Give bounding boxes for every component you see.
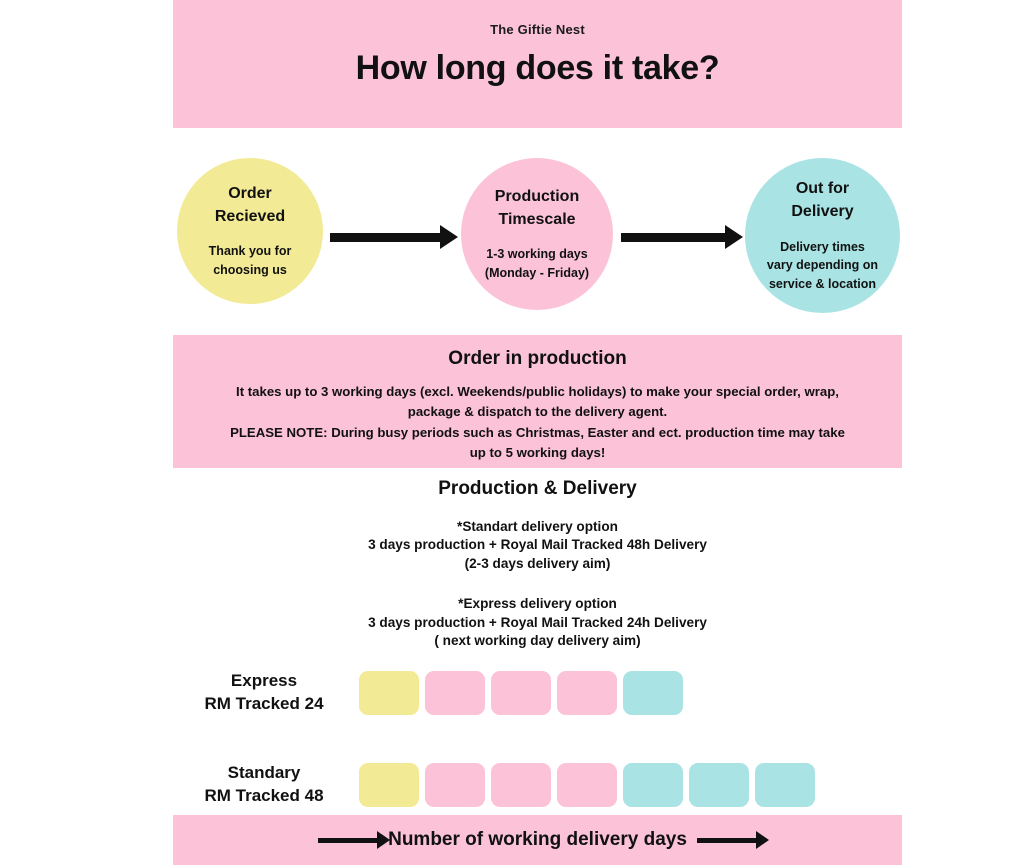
chart-cell xyxy=(557,671,617,715)
production-delivery-title: Production & Delivery xyxy=(438,478,637,499)
footer-axis-band xyxy=(173,815,902,865)
express-line-1: *Express delivery option xyxy=(458,596,617,612)
express-line-2: 3 days production + Royal Mail Tracked 24h Delivery xyxy=(368,614,707,630)
chart-cell xyxy=(359,671,419,715)
standard-line-3: (2-3 days delivery aim) xyxy=(464,555,611,571)
flow-step-title: Production Timescale xyxy=(494,188,580,229)
chart-cells-standard xyxy=(359,763,815,807)
chart-row-label: Standary RM Tracked 48 xyxy=(204,763,324,805)
standard-line-1: *Standart delivery option xyxy=(457,519,618,534)
chart-cell xyxy=(623,763,683,807)
flow-step-title: Order Recieved xyxy=(214,185,286,226)
flow-step-order-received xyxy=(177,158,323,304)
standard-line-2: 3 days production + Royal Mail Tracked 48h Delivery xyxy=(368,537,707,553)
chart-row-express xyxy=(173,668,902,718)
footer-axis-label: Number of working delivery days xyxy=(388,829,687,850)
page-title: How long does it take? xyxy=(355,49,720,87)
chart-cell xyxy=(557,763,617,807)
standard-delivery-option xyxy=(173,518,902,573)
production-body xyxy=(201,382,874,464)
production-line-1: It takes up to 3 working days (excl. Weekends/public holidays) to make your special order, wrap, xyxy=(236,384,839,399)
chart-cell xyxy=(425,671,485,715)
arrow-right-icon xyxy=(318,838,378,843)
production-title: Order in production xyxy=(448,348,627,369)
chart-cell xyxy=(755,763,815,807)
flow-step-subtitle: Delivery times vary depending on service & location xyxy=(766,239,879,292)
express-delivery-option xyxy=(173,595,902,650)
flow-arrow-2-icon xyxy=(621,233,727,242)
flow-step-subtitle: Thank you for choosing us xyxy=(208,244,292,278)
arrow-right-icon xyxy=(697,838,757,843)
chart-cell xyxy=(689,763,749,807)
production-delivery-section xyxy=(173,478,902,651)
flow-step-title: Out for Delivery xyxy=(791,180,854,221)
brand-name: The Giftie Nest xyxy=(490,22,585,37)
chart-cell xyxy=(623,671,683,715)
chart-cell xyxy=(359,763,419,807)
chart-cell xyxy=(425,763,485,807)
chart-cell xyxy=(491,671,551,715)
header-banner xyxy=(173,0,902,128)
chart-cell xyxy=(491,763,551,807)
production-line-2: package & dispatch to the delivery agent. xyxy=(407,404,668,420)
flow-step-subtitle: 1-3 working days (Monday - Friday) xyxy=(484,247,590,281)
production-line-3: PLEASE NOTE: During busy periods such as Christmas, Easter and ect. production time may take xyxy=(230,424,845,440)
chart-row-standard xyxy=(173,760,902,810)
process-flow xyxy=(173,148,902,333)
chart-cells-express xyxy=(359,671,683,715)
production-info-band xyxy=(173,335,902,468)
production-line-4: up to 5 working days! xyxy=(469,445,606,461)
flow-arrow-1-icon xyxy=(330,233,442,242)
chart-row-label: Express RM Tracked 24 xyxy=(204,671,324,713)
flow-step-out-for-delivery xyxy=(745,158,900,313)
flow-step-production-timescale xyxy=(461,158,613,310)
express-line-3: ( next working day delivery aim) xyxy=(434,633,641,649)
